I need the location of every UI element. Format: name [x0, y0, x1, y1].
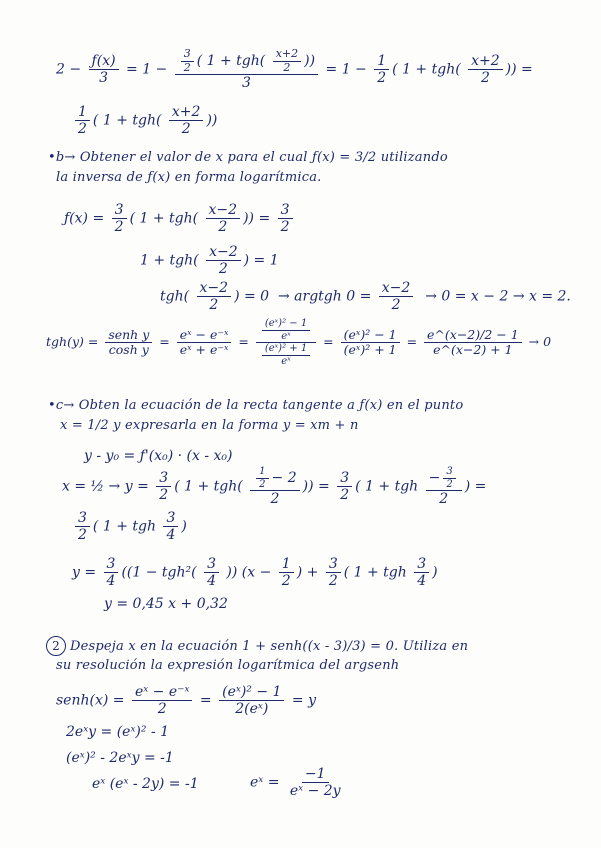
part-c-heading-1: •c→ Obten la ecuación de la recta tangente a ƒ(x) en el punto	[48, 398, 464, 413]
part-c-eq-3: $\frac{3}{2}$ ( 1 + tgh $\frac{3}{4}$ )	[72, 510, 187, 543]
problem-number: 2	[46, 636, 66, 656]
part-b-eq-4: tgh(y) = $\frac{\text{senh y}}{\text{cosh y}}$ = $\frac{\text{eˣ − e⁻ˣ}}{\text{eˣ + e⁻ˣ}}$ = $\frac{\frac{\text{(eˣ)² − 1}}{\text{eˣ}}}{\frac{\text{(eˣ)² + 1}}{\text{eˣ}}}$ = $\frac{\text{(eˣ)² − 1}}{\text{(eˣ)² + 1}}$ = $\frac{e\^{}(x-2)/2 - 1}{e\^{}(x-2) + 1}$ → 0	[46, 318, 552, 367]
part-c-eq-4: y = $\frac{3}{4}$ ((1 − tgh²( $\frac{3}{4}$ )) (x − $\frac{1}{2}$ ) + $\frac{3}{2}$ ( 1 + tgh $\frac{3}{4}$ )	[72, 556, 438, 590]
problem-2-eq-5: eˣ = $\frac{-1}{\text{eˣ − 2y}}$	[250, 766, 341, 800]
problem-2-eq-3: (eˣ)² - 2eˣy = -1	[66, 750, 174, 766]
problem-2-eq-1: senh(x) = $\frac{\text{eˣ − e⁻ˣ}}{2}$ = $\frac{\text{(eˣ)² − 1}}{\text{2(eˣ)}}$ = y	[56, 684, 317, 718]
part-c-heading-2: x = 1/2 y expresarla en la forma y = xm + n	[60, 418, 359, 433]
part-b-eq-1: ƒ(x) = $\frac{3}{2}$ ( 1 + tgh( $\frac{x-2}{2}$ )) = $\frac{3}{2}$	[64, 202, 296, 235]
part-b-eq-2: 1 + tgh( $\frac{x-2}{2}$ ) = 1	[140, 244, 279, 278]
problem-2-eq-4: eˣ (eˣ - 2y) = -1	[92, 776, 199, 792]
part-c-eq-5: y = 0,45 x + 0,32	[104, 596, 228, 612]
problem-2-eq-2: 2eˣy = (eˣ)² - 1	[66, 724, 170, 740]
part-a-line-1: 2 − $\frac{ƒ(x)}{3}$ = 1 − $\frac{3}{2}$ ( 1 + tgh( $\frac{x+2}{2}$ )) 3 = 1 − $\frac{1}{2}$ ( 1 + tgh( $\frac{x+2}{2}$ )) =	[56, 47, 533, 92]
part-c-eq-2: x = ½ → y = $\frac{3}{2}$ ( 1 + tgh( $\frac{1}{2}$ − 2 2 )) = $\frac{3}{2}$ ( 1 + tgh − $\frac{3}{2}$ 2 ) =	[62, 466, 487, 507]
part-c-eq-1: y - y₀ = ƒ'(x₀) · (x - x₀)	[84, 448, 233, 464]
part-b-heading-1: •b→ Obtener el valor de x para el cual ƒ(x) = 3/2 utilizando	[48, 150, 448, 165]
problem-2-heading-1	[46, 636, 468, 656]
problem-2-heading-2: su resolución la expresión logarítmica del argsenh	[56, 658, 400, 673]
part-b-eq-3: tgh( $\frac{x-2}{2}$ ) = 0 → argtgh 0 = $\frac{x-2}{2}$ → 0 = x − 2 → x = 2.	[160, 280, 571, 314]
part-b-heading-2: la inversa de ƒ(x) en forma logarítmica.	[56, 170, 322, 185]
problem-2-heading-text: Despeja x en la ecuación 1 + senh((x - 3)/3) = 0. Utiliza en	[70, 639, 469, 654]
part-a-line-2: $\frac{1}{2}$ ( 1 + tgh( $\frac{x+2}{2}$ ))	[72, 104, 217, 137]
